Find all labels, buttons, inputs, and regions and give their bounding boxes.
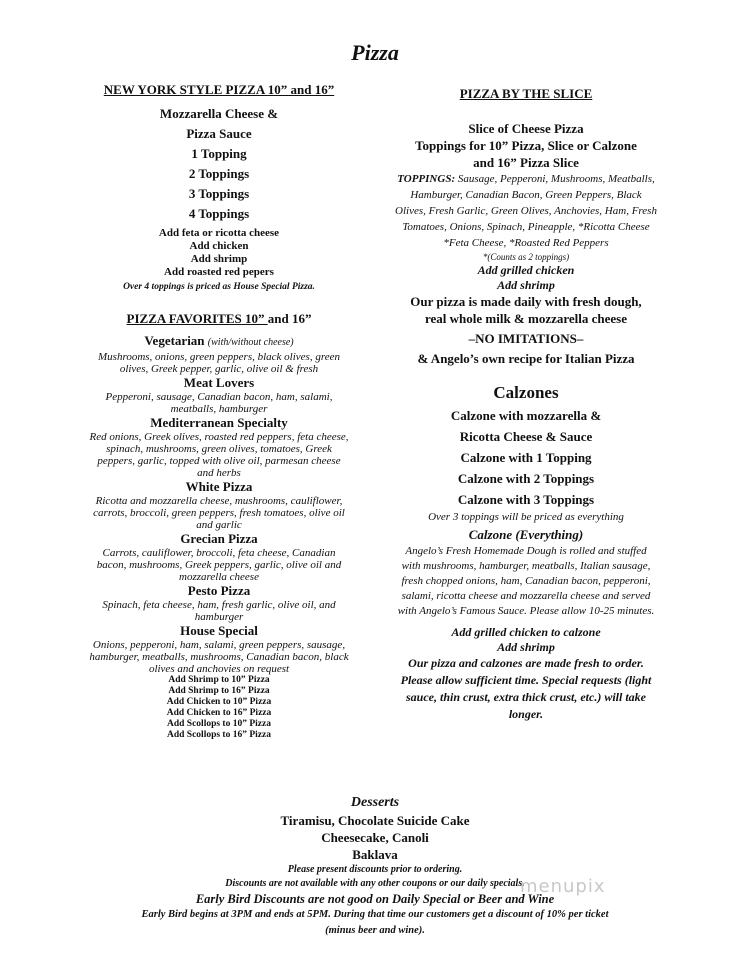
favorites-header-size-a: 10” <box>245 311 265 326</box>
menu-item: Mozzarella Cheese & <box>159 106 279 121</box>
toppings-label: TOPPINGS: <box>397 173 456 185</box>
favorite-desc: Spinach, feta cheese, ham, fresh garlic, olive oil, and hamburger <box>102 599 336 623</box>
ny-style-header-text: NEW YORK STYLE PIZZA <box>103 82 265 97</box>
toppings-text: Sausage, Pepperoni, Mushrooms, Meatballs, Hamburger, Canadian Bacon, Green Peppers, Black Olives, Fresh Garlic, Green Olives, Anchovies, Ham, Fresh Tomatoes, Onions, Spinach, Pineapple, *Ricotta Cheese *Feta Cheese, *Roasted Red Peppers <box>395 173 657 249</box>
calzone-notice: Our pizza and calzones are made fresh to order. Please allow sufficient time. Special requests (light sauce, thin crust, extra thick crust, etc.) will take longer. <box>400 656 652 721</box>
favorite-name: Pesto Pizza <box>187 583 251 598</box>
add-on-item: Add chicken <box>189 240 249 252</box>
favorites-header <box>88 311 350 327</box>
calzone-everything-desc: Angelo’s Fresh Homemade Dough is rolled and stuffed with mushrooms, hamburger, meatballs, Italian sausage, fresh chopped onions, ham, Canadian bacon, pepperoni, salami, ricotta cheese and mozzarella cheese and served with Angelo’s Famous Sauce. Please allow 10-25 minutes. <box>397 545 655 617</box>
favorites-header-size-b: and 16” <box>267 311 312 326</box>
statement-line: –NO IMITATIONS– <box>468 331 584 346</box>
add-on-item: Add Chicken to 10” Pizza <box>166 697 272 707</box>
calzone-item: Calzone with 2 Toppings <box>457 471 595 486</box>
statement-line: Our pizza is made daily with fresh dough, <box>410 294 642 309</box>
add-on-item: Add Scollops to 16” Pizza <box>167 730 271 740</box>
favorite-item <box>88 415 350 479</box>
favorite-name-text: Vegetarian <box>144 333 205 348</box>
calzone-item: Calzone with 3 Toppings <box>457 492 595 507</box>
slice-add: Add grilled chicken <box>477 263 575 277</box>
calzone-item: Calzone with mozzarella & <box>450 408 602 423</box>
slice-item: Toppings for 10” Pizza, Slice or Calzone <box>415 138 637 153</box>
favorite-desc: Carrots, cauliflower, broccoli, feta cheese, Canadian bacon, mushrooms, Greek peppers, garlic, olive oil and mozzarella cheese <box>96 547 342 583</box>
favorite-name: White Pizza <box>185 479 253 494</box>
ny-style-note: Over 4 toppings is priced as House Special Pizza. <box>123 282 315 292</box>
menu-item: 4 Toppings <box>188 206 250 221</box>
counts-note: *(Counts as 2 toppings) <box>482 252 570 262</box>
ny-style-header <box>88 82 350 98</box>
favorites-adds <box>88 675 350 741</box>
favorite-name: Meat Lovers <box>183 375 255 390</box>
ny-style-header-size: 10” and 16” <box>267 82 335 97</box>
left-column <box>88 82 350 741</box>
early-bird-title: Early Bird Discounts are not good on Daily Special or Beer and Wine <box>195 892 555 906</box>
calzone-add: Add shrimp <box>497 640 555 654</box>
favorite-desc: Ricotta and mozzarella cheese, mushrooms, cauliflower, carrots, broccoli, green peppers, fresh tomatoes, olive oil and garlic <box>93 495 345 531</box>
add-on-item: Add Chicken to 16” Pizza <box>166 708 272 718</box>
menu-item: 2 Toppings <box>188 166 250 181</box>
favorite-name: Grecian Pizza <box>180 531 258 546</box>
discount-note: Please present discounts prior to ordering. <box>287 864 463 875</box>
add-on-item: Add roasted red pepers <box>164 266 274 278</box>
favorite-item <box>88 333 350 375</box>
slice-item: Slice of Cheese Pizza <box>468 121 584 136</box>
dessert-item: Cheesecake, Canoli <box>321 830 429 845</box>
calzone-add: Add grilled chicken to calzone <box>451 625 601 639</box>
favorite-option: (with/without cheese) <box>207 337 294 348</box>
calzones-header: Calzones <box>493 383 559 402</box>
add-on-item: Add feta or ricotta cheese <box>158 227 280 239</box>
favorite-desc: Onions, pepperoni, ham, salami, green peppers, sausage, hamburger, meatballs, mushrooms, Canadian bacon, black olives and anchovies on request <box>89 639 349 675</box>
favorite-item <box>88 583 350 623</box>
favorite-name: House Special <box>180 623 258 638</box>
slice-header: PIZZA BY THE SLICE <box>459 86 593 101</box>
dessert-item: Baklava <box>352 847 398 862</box>
favorite-item <box>88 479 350 531</box>
favorite-desc: Red onions, Greek olives, roasted red peppers, feta cheese, spinach, mushrooms, green olives, tomatoes, Greek peppers, garlic, topped with olive oil, parmesan cheese and herbs <box>89 431 349 479</box>
ny-style-adds <box>88 227 350 279</box>
early-bird-desc: Early Bird begins at 3PM and ends at 5PM. During that time our customers get a discount of 10% per ticket (minus beer and wine). <box>141 909 609 936</box>
calzone-item: Ricotta Cheese & Sauce <box>459 429 593 444</box>
favorite-item <box>88 375 350 415</box>
favorite-name: Mediterranean Specialty <box>150 415 288 430</box>
favorite-name <box>88 333 350 351</box>
favorite-desc: Pepperoni, sausage, Canadian bacon, ham, salami, meatballs, hamburger <box>105 391 333 415</box>
desserts-header: Desserts <box>350 795 400 810</box>
page-title: Pizza <box>351 40 399 65</box>
statement-line: & Angelo’s own recipe for Italian Pizza <box>417 351 635 366</box>
add-on-item: Add Scollops to 10” Pizza <box>167 719 271 729</box>
calzone-everything-name: Calzone (Everything) <box>468 527 584 542</box>
menu-item: 3 Toppings <box>188 186 250 201</box>
add-on-item: Add Shrimp to 16” Pizza <box>168 686 270 696</box>
slice-add: Add shrimp <box>497 278 555 292</box>
toppings-list <box>395 171 657 251</box>
discount-note: Discounts are not available with any other coupons or our daily specials. <box>225 878 525 889</box>
slice-item: and 16” Pizza Slice <box>473 155 579 170</box>
menu-item: Pizza Sauce <box>186 126 252 141</box>
add-on-item: Add shrimp <box>190 253 248 265</box>
right-column <box>395 86 657 723</box>
calzone-item: Calzone with 1 Topping <box>460 450 592 465</box>
menu-item: 1 Topping <box>191 146 247 161</box>
favorite-item <box>88 623 350 675</box>
ny-style-items <box>88 104 350 224</box>
watermark: menupix <box>520 876 606 897</box>
calzone-note: Over 3 toppings will be priced as everything <box>428 511 624 523</box>
favorite-desc: Mushrooms, onions, green peppers, black olives, green olives, Greek pepper, garlic, olive oil & fresh <box>98 351 340 375</box>
statement-line: real whole milk & mozzarella cheese <box>424 311 628 326</box>
desserts-section <box>140 794 610 939</box>
add-on-item: Add Shrimp to 10” Pizza <box>168 675 270 685</box>
favorite-item <box>88 531 350 583</box>
favorites-header-text: PIZZA FAVORITES <box>126 311 242 326</box>
dessert-item: Tiramisu, Chocolate Suicide Cake <box>280 813 470 828</box>
